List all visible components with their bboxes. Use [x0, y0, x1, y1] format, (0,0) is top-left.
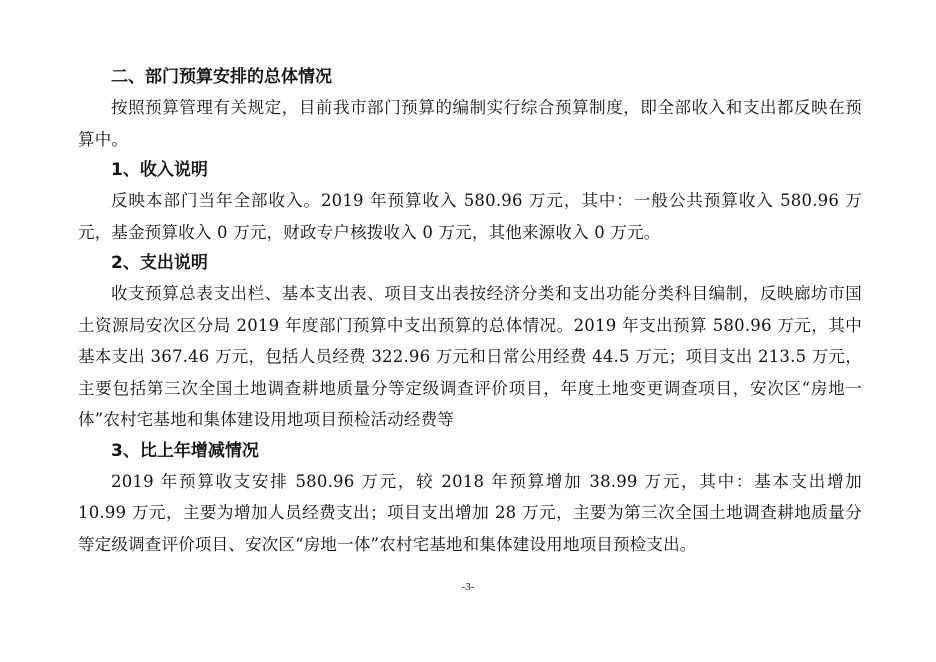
- page-number: -3-: [461, 581, 475, 593]
- comparison-paragraph: 2019 年预算收支安排 580.96 万元，较 2018 年预算增加 38.99 万元，其中：基本支出增加 10.99 万元，主要为增加人员经费支出；项目支出增加 28 万元，主要为第三次全国土地调查耕地质量分等定级调查评价项目、安次区“房地一体”农村宅基地和集体建设用地项目预检支出。: [78, 471, 862, 554]
- income-paragraph: 反映本部门当年全部收入。2019 年预算收入 580.96 万元，其中：一般公共预算收入 580.96 万元，基金预算收入 0 万元，财政专户核拨收入 0 万元，其他来源收入 0 万元。: [78, 191, 862, 242]
- section-heading: 二、部门预算安排的总体情况: [111, 67, 332, 87]
- section-intro-paragraph: 按照预算管理有关规定，目前我市部门预算的编制实行综合预算制度，即全部收入和支出都反映在预算中。: [78, 98, 862, 149]
- expenditure-heading: 2、支出说明: [111, 253, 208, 273]
- comparison-heading: 3、比上年增减情况: [111, 440, 259, 461]
- document-body: [78, 62, 862, 560]
- expenditure-paragraph: 收支预算总表支出栏、基本支出表、项目支出表按经济分类和支出功能分类科目编制，反映廊坊市国土资源局安次区分局 2019 年度部门预算中支出预算的总体情况。2019 年支出预算 580.96 万元，其中基本支出 367.46 万元，包括人员经费 322.96 万元和日常公用经费 44.5 万元；项目支出 213.5 万元，主要包括第三次全国土地调查耕地质量分等定级调查评价项目，年度土地变更调查项目，安次区“房地一体”农村宅基地和集体建设用地项目预检活动经费等: [78, 284, 862, 429]
- income-heading: 1、收入说明: [111, 160, 208, 180]
